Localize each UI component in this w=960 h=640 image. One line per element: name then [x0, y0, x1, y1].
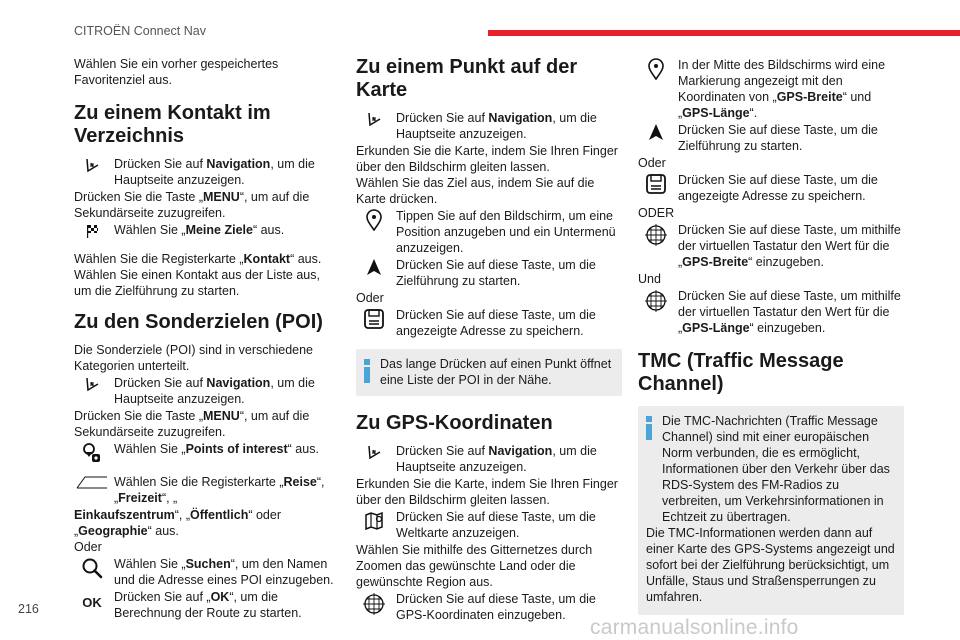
- tmc-note-second: Die TMC-Informationen werden dann auf einer Karte des GPS-Systems angezeigt und sofort bei der Zielführung berücksichtigt, um Unfälle, Staus und Straßensperrungen zu umfahren.: [646, 526, 895, 604]
- info-icon: [364, 359, 370, 388]
- poi-step-navigation: Drücken Sie auf Navigation, um die Hauptseite anzuzeigen.: [74, 375, 336, 407]
- gps-step-world: Drücken Sie auf diese Taste, um die Weltkarte anzuzeigen.: [356, 509, 622, 541]
- heading-tmc: TMC (Traffic Message Channel): [638, 350, 844, 395]
- gps-marker-info: In der Mitte des Bildschirms wird eine Markierung angezeigt mit den Koordinaten von „GPS-Breite“ und „GPS-Länge“.: [638, 57, 904, 121]
- gps-step-laenge: Drücken Sie auf diese Taste, um mithilfe der virtuellen Tastatur den Wert für die „GPS-Länge“ einzugeben.: [638, 288, 904, 336]
- running-header-title: CITROËN Connect Nav: [74, 24, 206, 38]
- location-pin-icon: [647, 58, 665, 80]
- info-note-long-press: Das lange Drücken auf einen Punkt öffnet eine Liste der POI in der Nähe.: [356, 349, 622, 396]
- poi-step-points-of-interest: Wählen Sie „Points of interest“ aus.: [74, 441, 336, 464]
- step-kontakt-list: Wählen Sie einen Kontakt aus der Liste aus, um die Zielführung zu starten.: [74, 268, 320, 298]
- world-map-icon: [363, 510, 385, 532]
- step-navigation: Drücken Sie auf Navigation, um die Hauptseite anzuzeigen.: [74, 156, 336, 188]
- poi-step-ok: OK Drücken Sie auf „OK“, um die Berechnung der Route zu starten.: [82, 590, 302, 620]
- checkered-flag-icon: [84, 223, 100, 239]
- navigation-arrow-icon: [366, 111, 382, 127]
- map-step-navigation: Drücken Sie auf Navigation, um die Hauptseite anzuzeigen.: [356, 110, 622, 142]
- map-step-tap: Tippen Sie auf den Bildschirm, um eine Position anzugeben und ein Untermenü anzuzeigen.: [356, 208, 622, 256]
- navigate-start-icon: [366, 258, 382, 276]
- navigation-arrow-icon: [366, 444, 382, 460]
- gps-oder-caps: ODER: [638, 206, 675, 220]
- heading-map-point: Zu einem Punkt auf der Karte: [356, 56, 578, 101]
- poi-oder: Oder: [74, 540, 102, 554]
- gps-und: Und: [638, 272, 661, 286]
- info-note-tmc: Die TMC-Nachrichten (Traffic Message Channel) sind mit einer europäischen Norm verbunden, die es ermöglicht, Informationen über den Verkehr über das RDS-System des FM-Radios zu verbreiten, um Verkehrsinformationen in Echtzeit zu übertragen. Die TMC-Informationen werden dann auf einer Karte des GPS-Systems angezeigt und sofort bei der Zielführung berücksichtigt, um Unfälle, Staus und Straßensperrungen zu umfahren.: [638, 406, 904, 615]
- search-magnifier-icon: [81, 557, 103, 579]
- poi-step-menu: Drücken Sie die Taste „MENU“, um auf die Sekundärseite zuzugreifen.: [74, 409, 310, 439]
- column-1: [74, 56, 336, 622]
- gps-step-slide: Erkunden Sie die Karte, indem Sie Ihren Finger über den Bildschirm gleiten lassen.: [356, 477, 618, 507]
- crosshair-grid-icon: [644, 289, 668, 313]
- gps-step-zoom: Wählen Sie mithilfe des Gitternetzes durch Zoomen das gewünschte Land oder die gewünschte Region aus.: [356, 543, 593, 589]
- header-accent-bar: [488, 30, 960, 36]
- poi-step-suchen: Wählen Sie „Suchen“, um den Namen und die Adresse eines POI einzugeben.: [74, 556, 336, 588]
- gps-step-save: Drücken Sie auf diese Taste, um die angezeigte Adresse zu speichern.: [638, 172, 904, 204]
- location-pin-icon: [365, 209, 383, 231]
- poi-step-tabs-cont: Einkaufszentrum“, „Öffentlich“ oder „Geographie“ aus.: [74, 508, 281, 538]
- poi-step-tabs: Wählen Sie die Registerkarte „Reise“, „Freizeit“, „: [74, 474, 336, 506]
- crosshair-grid-icon: [362, 592, 386, 616]
- navigate-start-icon: [648, 123, 664, 141]
- heading-poi: Zu den Sonderzielen (POI): [74, 311, 323, 333]
- step-meine-ziele: Wählen Sie „Meine Ziele“ aus.: [74, 222, 336, 239]
- save-disk-icon: [363, 308, 385, 330]
- tab-outline-icon: [76, 475, 108, 489]
- gps-step-start: Drücken Sie auf diese Taste, um die Zielführung zu starten.: [638, 122, 904, 154]
- crosshair-grid-icon: [644, 223, 668, 247]
- favorites-intro: Wählen Sie ein vorher gespeichertes Favoritenziel aus.: [74, 57, 279, 87]
- heading-gps: Zu GPS-Koordinaten: [356, 412, 553, 434]
- poi-pins-icon: [81, 442, 103, 464]
- step-menu: Drücken Sie die Taste „MENU“, um auf die Sekundärseite zuzugreifen.: [74, 190, 310, 220]
- column-2: [356, 56, 622, 624]
- heading-contact: Zu einem Kontakt im Verzeichnis: [74, 102, 271, 147]
- poi-categories: Die Sonderziele (POI) sind in verschiedene Kategorien unterteilt.: [74, 343, 314, 373]
- page-number: 216: [18, 602, 39, 616]
- map-step-start: Drücken Sie auf diese Taste, um die Zielführung zu starten.: [356, 257, 622, 289]
- navigation-arrow-icon: [84, 376, 100, 392]
- map-step-save: Drücken Sie auf diese Taste, um die angezeigte Adresse zu speichern.: [356, 307, 622, 339]
- column-3: [638, 56, 904, 623]
- save-disk-icon: [645, 173, 667, 195]
- navigation-arrow-icon: [84, 157, 100, 173]
- info-icon: [646, 416, 652, 525]
- watermark: carmanualsonline.info: [590, 616, 799, 639]
- gps-step-coord: Drücken Sie auf diese Taste, um die GPS-Koordinaten einzugeben.: [356, 591, 622, 623]
- step-tab-kontakt: Wählen Sie die Registerkarte „Kontakt“ aus.: [74, 252, 322, 266]
- map-step-select: Wählen Sie das Ziel aus, indem Sie auf die Karte drücken.: [356, 176, 595, 206]
- gps-step-breite: Drücken Sie auf diese Taste, um mithilfe der virtuellen Tastatur den Wert für die „GPS-Breite“ einzugeben.: [638, 222, 904, 270]
- map-step-slide: Erkunden Sie die Karte, indem Sie Ihren Finger über den Bildschirm gleiten lassen.: [356, 144, 618, 174]
- gps-oder: Oder: [638, 156, 666, 170]
- map-oder: Oder: [356, 291, 384, 305]
- gps-step-navigation: Drücken Sie auf Navigation, um die Hauptseite anzuzeigen.: [356, 443, 622, 475]
- ok-button-icon: OK: [82, 595, 102, 610]
